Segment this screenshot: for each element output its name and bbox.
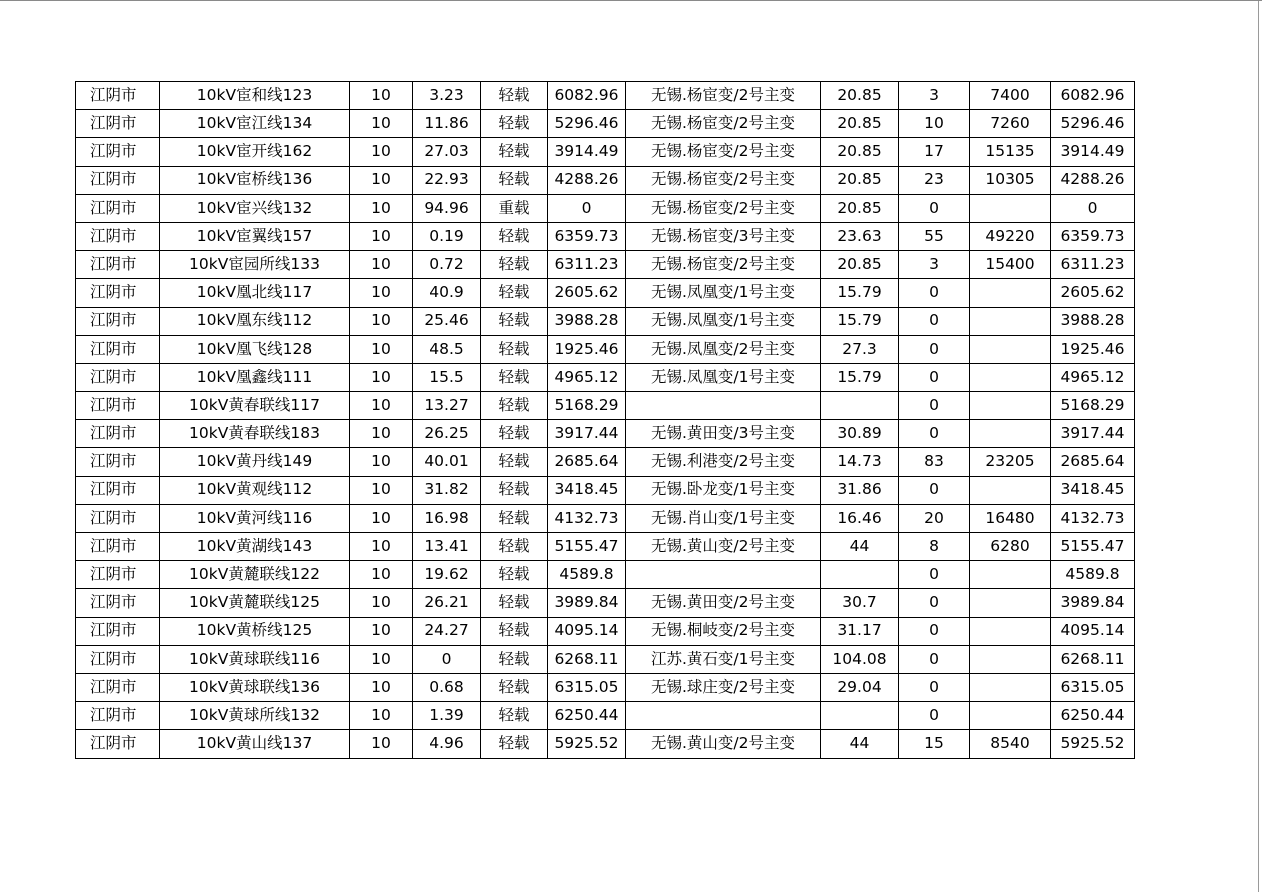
cell-line-name: 10kV黄球联线136 xyxy=(160,673,350,701)
cell-transformer-load: 15.79 xyxy=(821,363,899,391)
cell-capacity: 2685.64 xyxy=(548,448,626,476)
cell-user-capacity xyxy=(970,307,1051,335)
table-row xyxy=(76,307,1135,335)
cell-city: 江阴市 xyxy=(76,251,160,279)
cell-load-rate: 1.39 xyxy=(413,702,481,730)
cell-user-capacity xyxy=(970,420,1051,448)
cell-city: 江阴市 xyxy=(76,222,160,250)
cell-voltage: 10 xyxy=(350,110,413,138)
cell-load-rate: 0 xyxy=(413,645,481,673)
data-table xyxy=(75,81,1135,759)
cell-city: 江阴市 xyxy=(76,533,160,561)
cell-user-capacity: 7260 xyxy=(970,110,1051,138)
cell-voltage: 10 xyxy=(350,307,413,335)
cell-user-count: 0 xyxy=(899,307,970,335)
cell-transformer: 无锡.杨宦变/2号主变 xyxy=(626,251,821,279)
cell-load-status: 轻载 xyxy=(481,82,548,110)
cell-voltage: 10 xyxy=(350,82,413,110)
cell-transformer: 无锡.卧龙变/1号主变 xyxy=(626,476,821,504)
table-row xyxy=(76,702,1135,730)
cell-load-rate: 22.93 xyxy=(413,166,481,194)
cell-user-count: 0 xyxy=(899,702,970,730)
cell-city: 江阴市 xyxy=(76,561,160,589)
cell-load-status: 轻载 xyxy=(481,645,548,673)
cell-load-rate: 48.5 xyxy=(413,335,481,363)
cell-capacity: 6082.96 xyxy=(548,82,626,110)
cell-available-capacity: 0 xyxy=(1051,194,1135,222)
table-row xyxy=(76,589,1135,617)
cell-transformer-load: 30.7 xyxy=(821,589,899,617)
cell-load-status: 轻载 xyxy=(481,589,548,617)
cell-capacity: 5296.46 xyxy=(548,110,626,138)
cell-available-capacity: 6311.23 xyxy=(1051,251,1135,279)
cell-voltage: 10 xyxy=(350,617,413,645)
cell-user-count: 0 xyxy=(899,673,970,701)
cell-load-rate: 26.21 xyxy=(413,589,481,617)
cell-line-name: 10kV凰鑫线111 xyxy=(160,363,350,391)
cell-user-capacity xyxy=(970,702,1051,730)
cell-capacity: 3989.84 xyxy=(548,589,626,617)
cell-line-name: 10kV黄春联线117 xyxy=(160,392,350,420)
table-row xyxy=(76,730,1135,758)
cell-user-capacity xyxy=(970,561,1051,589)
cell-transformer-load xyxy=(821,702,899,730)
cell-capacity: 5155.47 xyxy=(548,533,626,561)
cell-city: 江阴市 xyxy=(76,504,160,532)
cell-load-rate: 94.96 xyxy=(413,194,481,222)
cell-available-capacity: 6315.05 xyxy=(1051,673,1135,701)
cell-city: 江阴市 xyxy=(76,307,160,335)
cell-transformer-load: 14.73 xyxy=(821,448,899,476)
cell-transformer: 无锡.凤凰变/2号主变 xyxy=(626,335,821,363)
cell-city: 江阴市 xyxy=(76,335,160,363)
cell-voltage: 10 xyxy=(350,730,413,758)
cell-transformer: 无锡.凤凰变/1号主变 xyxy=(626,279,821,307)
cell-transformer-load: 16.46 xyxy=(821,504,899,532)
cell-load-rate: 16.98 xyxy=(413,504,481,532)
cell-capacity: 6250.44 xyxy=(548,702,626,730)
cell-load-status: 轻载 xyxy=(481,138,548,166)
cell-capacity: 6311.23 xyxy=(548,251,626,279)
cell-capacity: 2605.62 xyxy=(548,279,626,307)
cell-user-count: 10 xyxy=(899,110,970,138)
cell-transformer: 无锡.肖山变/1号主变 xyxy=(626,504,821,532)
cell-transformer-load: 15.79 xyxy=(821,279,899,307)
cell-capacity: 1925.46 xyxy=(548,335,626,363)
cell-user-count: 83 xyxy=(899,448,970,476)
cell-voltage: 10 xyxy=(350,504,413,532)
cell-voltage: 10 xyxy=(350,561,413,589)
cell-transformer: 无锡.黄山变/2号主变 xyxy=(626,533,821,561)
table-row xyxy=(76,504,1135,532)
cell-line-name: 10kV黄观线112 xyxy=(160,476,350,504)
table-row xyxy=(76,448,1135,476)
cell-load-status: 轻载 xyxy=(481,673,548,701)
cell-available-capacity: 6250.44 xyxy=(1051,702,1135,730)
cell-transformer-load: 23.63 xyxy=(821,222,899,250)
cell-user-capacity: 16480 xyxy=(970,504,1051,532)
cell-available-capacity: 6082.96 xyxy=(1051,82,1135,110)
cell-load-status: 轻载 xyxy=(481,730,548,758)
cell-transformer-load: 31.17 xyxy=(821,617,899,645)
cell-transformer: 无锡.黄田变/2号主变 xyxy=(626,589,821,617)
cell-user-capacity: 15135 xyxy=(970,138,1051,166)
cell-load-status: 轻载 xyxy=(481,279,548,307)
cell-transformer-load: 31.86 xyxy=(821,476,899,504)
cell-transformer-load: 30.89 xyxy=(821,420,899,448)
cell-user-capacity: 23205 xyxy=(970,448,1051,476)
cell-transformer: 无锡.凤凰变/1号主变 xyxy=(626,307,821,335)
cell-voltage: 10 xyxy=(350,589,413,617)
cell-available-capacity: 3988.28 xyxy=(1051,307,1135,335)
cell-voltage: 10 xyxy=(350,702,413,730)
cell-available-capacity: 3989.84 xyxy=(1051,589,1135,617)
cell-load-rate: 26.25 xyxy=(413,420,481,448)
cell-available-capacity: 3917.44 xyxy=(1051,420,1135,448)
cell-line-name: 10kV凰东线112 xyxy=(160,307,350,335)
cell-user-capacity: 15400 xyxy=(970,251,1051,279)
cell-transformer: 江苏.黄石变/1号主变 xyxy=(626,645,821,673)
cell-city: 江阴市 xyxy=(76,279,160,307)
cell-voltage: 10 xyxy=(350,448,413,476)
cell-line-name: 10kV黄桥线125 xyxy=(160,617,350,645)
cell-capacity: 6359.73 xyxy=(548,222,626,250)
cell-user-count: 0 xyxy=(899,561,970,589)
cell-user-count: 55 xyxy=(899,222,970,250)
cell-transformer: 无锡.杨宦变/2号主变 xyxy=(626,166,821,194)
cell-load-status: 轻载 xyxy=(481,363,548,391)
cell-load-status: 轻载 xyxy=(481,335,548,363)
cell-city: 江阴市 xyxy=(76,392,160,420)
cell-load-rate: 19.62 xyxy=(413,561,481,589)
cell-transformer-load: 44 xyxy=(821,533,899,561)
cell-city: 江阴市 xyxy=(76,589,160,617)
cell-user-capacity: 7400 xyxy=(970,82,1051,110)
cell-available-capacity: 4589.8 xyxy=(1051,561,1135,589)
cell-available-capacity: 5925.52 xyxy=(1051,730,1135,758)
cell-user-count: 0 xyxy=(899,279,970,307)
cell-voltage: 10 xyxy=(350,166,413,194)
cell-voltage: 10 xyxy=(350,251,413,279)
cell-city: 江阴市 xyxy=(76,110,160,138)
cell-load-rate: 13.41 xyxy=(413,533,481,561)
cell-line-name: 10kV宦江线134 xyxy=(160,110,350,138)
cell-capacity: 0 xyxy=(548,194,626,222)
table-row xyxy=(76,194,1135,222)
cell-transformer: 无锡.杨宦变/2号主变 xyxy=(626,138,821,166)
cell-load-rate: 31.82 xyxy=(413,476,481,504)
cell-line-name: 10kV黄球联线116 xyxy=(160,645,350,673)
cell-city: 江阴市 xyxy=(76,673,160,701)
cell-voltage: 10 xyxy=(350,533,413,561)
cell-user-count: 3 xyxy=(899,82,970,110)
cell-capacity: 5925.52 xyxy=(548,730,626,758)
cell-user-count: 0 xyxy=(899,335,970,363)
cell-line-name: 10kV黄山线137 xyxy=(160,730,350,758)
cell-transformer: 无锡.黄田变/3号主变 xyxy=(626,420,821,448)
cell-user-count: 20 xyxy=(899,504,970,532)
cell-transformer xyxy=(626,702,821,730)
cell-user-capacity xyxy=(970,589,1051,617)
cell-load-rate: 13.27 xyxy=(413,392,481,420)
cell-user-count: 0 xyxy=(899,363,970,391)
cell-transformer xyxy=(626,561,821,589)
cell-load-rate: 11.86 xyxy=(413,110,481,138)
cell-user-count: 0 xyxy=(899,420,970,448)
cell-city: 江阴市 xyxy=(76,166,160,194)
cell-voltage: 10 xyxy=(350,645,413,673)
cell-capacity: 5168.29 xyxy=(548,392,626,420)
table-row xyxy=(76,645,1135,673)
cell-user-capacity: 8540 xyxy=(970,730,1051,758)
cell-line-name: 10kV黄麓联线125 xyxy=(160,589,350,617)
cell-transformer: 无锡.杨宦变/2号主变 xyxy=(626,82,821,110)
cell-voltage: 10 xyxy=(350,476,413,504)
cell-available-capacity: 5168.29 xyxy=(1051,392,1135,420)
table-row xyxy=(76,222,1135,250)
cell-load-status: 轻载 xyxy=(481,702,548,730)
cell-line-name: 10kV黄河线116 xyxy=(160,504,350,532)
cell-capacity: 4589.8 xyxy=(548,561,626,589)
cell-city: 江阴市 xyxy=(76,363,160,391)
cell-available-capacity: 6359.73 xyxy=(1051,222,1135,250)
cell-capacity: 4095.14 xyxy=(548,617,626,645)
table-row xyxy=(76,166,1135,194)
cell-user-capacity: 6280 xyxy=(970,533,1051,561)
cell-user-count: 0 xyxy=(899,645,970,673)
cell-transformer-load: 20.85 xyxy=(821,194,899,222)
table-row xyxy=(76,617,1135,645)
cell-load-rate: 3.23 xyxy=(413,82,481,110)
table-row xyxy=(76,533,1135,561)
cell-transformer: 无锡.利港变/2号主变 xyxy=(626,448,821,476)
cell-user-capacity: 49220 xyxy=(970,222,1051,250)
cell-available-capacity: 6268.11 xyxy=(1051,645,1135,673)
table-row xyxy=(76,335,1135,363)
cell-capacity: 3914.49 xyxy=(548,138,626,166)
table-body xyxy=(76,82,1135,759)
cell-line-name: 10kV凰飞线128 xyxy=(160,335,350,363)
cell-load-rate: 4.96 xyxy=(413,730,481,758)
cell-city: 江阴市 xyxy=(76,617,160,645)
cell-transformer-load: 15.79 xyxy=(821,307,899,335)
cell-capacity: 3988.28 xyxy=(548,307,626,335)
cell-line-name: 10kV宦园所线133 xyxy=(160,251,350,279)
table-row xyxy=(76,138,1135,166)
cell-transformer-load: 29.04 xyxy=(821,673,899,701)
cell-voltage: 10 xyxy=(350,138,413,166)
cell-voltage: 10 xyxy=(350,194,413,222)
cell-line-name: 10kV黄春联线183 xyxy=(160,420,350,448)
cell-line-name: 10kV凰北线117 xyxy=(160,279,350,307)
cell-transformer-load: 20.85 xyxy=(821,251,899,279)
table-row xyxy=(76,82,1135,110)
cell-transformer-load: 27.3 xyxy=(821,335,899,363)
table-row xyxy=(76,476,1135,504)
cell-user-count: 0 xyxy=(899,617,970,645)
cell-voltage: 10 xyxy=(350,673,413,701)
cell-transformer: 无锡.杨宦变/2号主变 xyxy=(626,110,821,138)
cell-load-rate: 15.5 xyxy=(413,363,481,391)
cell-transformer-load: 44 xyxy=(821,730,899,758)
cell-transformer-load: 20.85 xyxy=(821,166,899,194)
cell-load-status: 轻载 xyxy=(481,561,548,589)
table-row xyxy=(76,673,1135,701)
cell-transformer-load: 20.85 xyxy=(821,138,899,166)
cell-city: 江阴市 xyxy=(76,194,160,222)
cell-capacity: 4965.12 xyxy=(548,363,626,391)
cell-load-rate: 0.72 xyxy=(413,251,481,279)
cell-user-count: 0 xyxy=(899,194,970,222)
cell-available-capacity: 3418.45 xyxy=(1051,476,1135,504)
cell-load-status: 轻载 xyxy=(481,307,548,335)
cell-user-count: 15 xyxy=(899,730,970,758)
cell-user-count: 3 xyxy=(899,251,970,279)
cell-voltage: 10 xyxy=(350,279,413,307)
cell-available-capacity: 4965.12 xyxy=(1051,363,1135,391)
cell-user-capacity xyxy=(970,476,1051,504)
cell-load-rate: 0.19 xyxy=(413,222,481,250)
cell-transformer-load xyxy=(821,561,899,589)
cell-load-rate: 40.9 xyxy=(413,279,481,307)
cell-load-status: 轻载 xyxy=(481,504,548,532)
cell-available-capacity: 2685.64 xyxy=(1051,448,1135,476)
cell-load-status: 轻载 xyxy=(481,392,548,420)
cell-transformer xyxy=(626,392,821,420)
cell-capacity: 6315.05 xyxy=(548,673,626,701)
cell-load-rate: 24.27 xyxy=(413,617,481,645)
cell-load-status: 轻载 xyxy=(481,533,548,561)
cell-line-name: 10kV宦开线162 xyxy=(160,138,350,166)
cell-load-status: 轻载 xyxy=(481,476,548,504)
cell-user-capacity: 10305 xyxy=(970,166,1051,194)
table-row xyxy=(76,363,1135,391)
cell-line-name: 10kV宦兴线132 xyxy=(160,194,350,222)
table-row xyxy=(76,251,1135,279)
cell-line-name: 10kV宦和线123 xyxy=(160,82,350,110)
cell-user-capacity xyxy=(970,194,1051,222)
cell-voltage: 10 xyxy=(350,335,413,363)
cell-line-name: 10kV宦翼线157 xyxy=(160,222,350,250)
cell-transformer: 无锡.杨宦变/3号主变 xyxy=(626,222,821,250)
cell-load-status: 轻载 xyxy=(481,222,548,250)
cell-line-name: 10kV黄丹线149 xyxy=(160,448,350,476)
cell-load-status: 轻载 xyxy=(481,110,548,138)
cell-available-capacity: 4288.26 xyxy=(1051,166,1135,194)
cell-transformer-load: 20.85 xyxy=(821,82,899,110)
cell-transformer: 无锡.凤凰变/1号主变 xyxy=(626,363,821,391)
cell-transformer-load: 104.08 xyxy=(821,645,899,673)
cell-transformer: 无锡.球庄变/2号主变 xyxy=(626,673,821,701)
cell-user-capacity xyxy=(970,363,1051,391)
cell-user-capacity xyxy=(970,645,1051,673)
cell-city: 江阴市 xyxy=(76,702,160,730)
cell-available-capacity: 2605.62 xyxy=(1051,279,1135,307)
cell-voltage: 10 xyxy=(350,363,413,391)
cell-available-capacity: 3914.49 xyxy=(1051,138,1135,166)
cell-available-capacity: 4132.73 xyxy=(1051,504,1135,532)
cell-user-count: 0 xyxy=(899,392,970,420)
cell-user-capacity xyxy=(970,673,1051,701)
cell-city: 江阴市 xyxy=(76,448,160,476)
cell-line-name: 10kV宦桥线136 xyxy=(160,166,350,194)
cell-available-capacity: 5296.46 xyxy=(1051,110,1135,138)
cell-user-count: 23 xyxy=(899,166,970,194)
cell-transformer: 无锡.桐岐变/2号主变 xyxy=(626,617,821,645)
table-row xyxy=(76,420,1135,448)
cell-voltage: 10 xyxy=(350,392,413,420)
cell-load-status: 轻载 xyxy=(481,166,548,194)
cell-user-capacity xyxy=(970,335,1051,363)
cell-capacity: 3917.44 xyxy=(548,420,626,448)
cell-capacity: 6268.11 xyxy=(548,645,626,673)
cell-transformer: 无锡.黄山变/2号主变 xyxy=(626,730,821,758)
cell-user-capacity xyxy=(970,279,1051,307)
cell-voltage: 10 xyxy=(350,222,413,250)
cell-user-count: 0 xyxy=(899,589,970,617)
cell-city: 江阴市 xyxy=(76,730,160,758)
cell-transformer-load: 20.85 xyxy=(821,110,899,138)
cell-available-capacity: 5155.47 xyxy=(1051,533,1135,561)
cell-available-capacity: 1925.46 xyxy=(1051,335,1135,363)
cell-city: 江阴市 xyxy=(76,82,160,110)
cell-load-status: 轻载 xyxy=(481,448,548,476)
cell-transformer-load xyxy=(821,392,899,420)
table-row xyxy=(76,392,1135,420)
cell-capacity: 4132.73 xyxy=(548,504,626,532)
cell-load-rate: 40.01 xyxy=(413,448,481,476)
cell-user-count: 8 xyxy=(899,533,970,561)
cell-voltage: 10 xyxy=(350,420,413,448)
cell-city: 江阴市 xyxy=(76,138,160,166)
cell-load-status: 重载 xyxy=(481,194,548,222)
cell-capacity: 4288.26 xyxy=(548,166,626,194)
table-row xyxy=(76,110,1135,138)
cell-load-rate: 0.68 xyxy=(413,673,481,701)
cell-city: 江阴市 xyxy=(76,476,160,504)
cell-transformer: 无锡.杨宦变/2号主变 xyxy=(626,194,821,222)
cell-load-status: 轻载 xyxy=(481,420,548,448)
cell-load-rate: 25.46 xyxy=(413,307,481,335)
cell-load-rate: 27.03 xyxy=(413,138,481,166)
cell-capacity: 3418.45 xyxy=(548,476,626,504)
cell-user-capacity xyxy=(970,392,1051,420)
cell-load-status: 轻载 xyxy=(481,251,548,279)
cell-line-name: 10kV黄麓联线122 xyxy=(160,561,350,589)
table-row xyxy=(76,561,1135,589)
cell-user-count: 0 xyxy=(899,476,970,504)
cell-city: 江阴市 xyxy=(76,420,160,448)
cell-available-capacity: 4095.14 xyxy=(1051,617,1135,645)
cell-city: 江阴市 xyxy=(76,645,160,673)
cell-line-name: 10kV黄球所线132 xyxy=(160,702,350,730)
table-row xyxy=(76,279,1135,307)
cell-load-status: 轻载 xyxy=(481,617,548,645)
cell-user-capacity xyxy=(970,617,1051,645)
cell-user-count: 17 xyxy=(899,138,970,166)
cell-line-name: 10kV黄湖线143 xyxy=(160,533,350,561)
